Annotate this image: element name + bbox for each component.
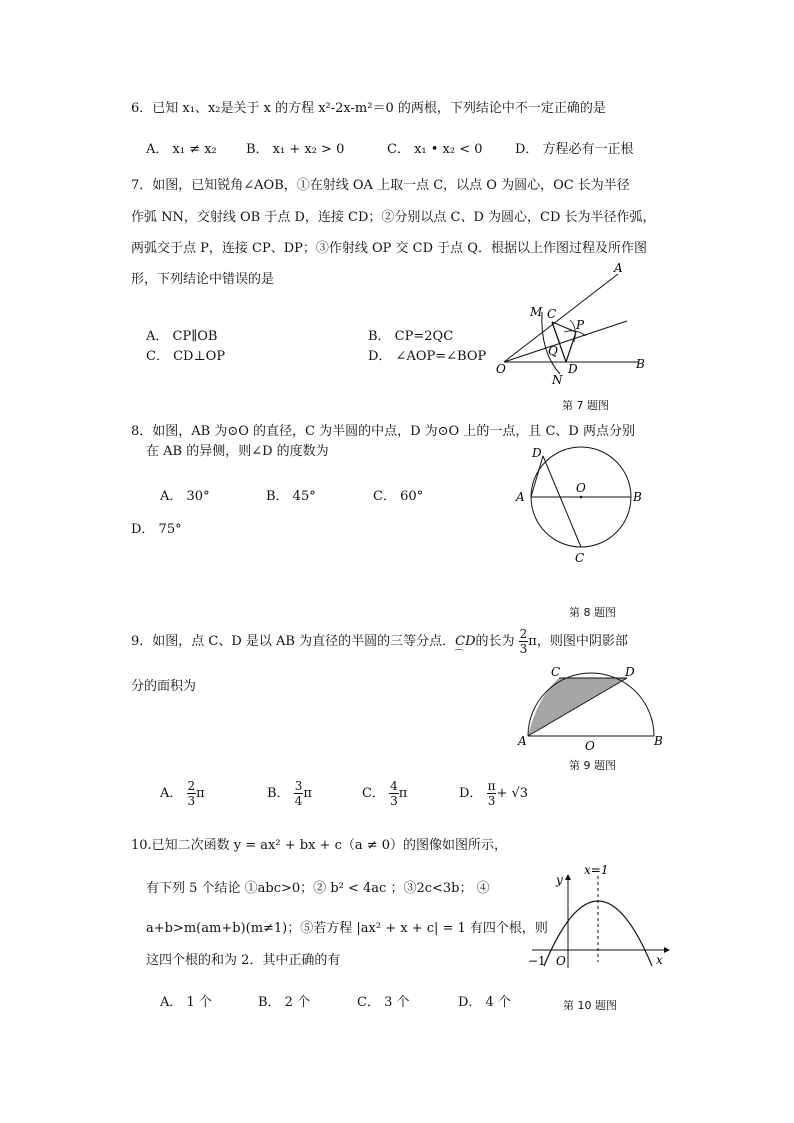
q9-option-a-tail: π [196, 786, 205, 801]
q9-option-b-fraction [294, 779, 304, 808]
q10-line-2: 有下列 5 个结论 ①abc>0；② b² < 4ac ；③2c<3b； ④ [146, 881, 490, 896]
label-m: M [530, 305, 543, 319]
q9-option-a-den: 3 [187, 794, 196, 808]
q6-option-d: D． 方程必有一正根 [515, 142, 634, 157]
label-y: y [556, 873, 563, 887]
q9-option-b-tail: π [303, 786, 312, 801]
q9-option-d-den: 3 [487, 794, 496, 808]
q9-option-c-fraction [389, 779, 399, 808]
label-q: Q [548, 344, 558, 358]
label-o: O [576, 481, 586, 495]
chord-dc [543, 456, 581, 547]
q9-stem-pi: π [528, 634, 537, 649]
center-dot [580, 496, 583, 499]
q9-stem-num: 2 [519, 627, 528, 641]
label-d: D [625, 665, 635, 679]
label-o: O [585, 739, 595, 753]
label-n: N [552, 373, 563, 387]
label-c: C [575, 551, 585, 565]
q9-option-c [362, 776, 407, 812]
chord-ad [531, 456, 543, 497]
q6-option-a: A． x₁ ≠ x₂ [146, 142, 217, 157]
q9-option-d-fraction [487, 779, 497, 808]
q9-option-b [267, 776, 312, 812]
q9-option-b-label: B． [267, 786, 290, 801]
label-c: C [547, 307, 557, 321]
q9-option-a-num: 2 [187, 779, 196, 793]
q9-caption: 第 9 题图 [569, 759, 616, 772]
q9-arc-cd [454, 634, 476, 661]
segment-dp [566, 332, 576, 362]
q10-line-1: 10.已知二次函数 y = ax² + bx + c（a ≠ 0）的图像如图所示， [131, 838, 508, 853]
label-x-eq-1: x=1 [584, 863, 609, 877]
label-p: P [576, 318, 585, 332]
q10-option-a: A． 1 个 [160, 995, 212, 1010]
x-axis-arrow [664, 947, 670, 953]
q9-option-d-label: D． [459, 786, 483, 801]
label-a: A [518, 734, 527, 748]
q8-option-d: D． 75° [131, 522, 182, 537]
q9-figure [515, 662, 675, 757]
label-o: O [496, 362, 506, 376]
q9-stem-c: ，则图中阴影部 [536, 634, 628, 649]
q10-option-b: B． 2 个 [258, 995, 311, 1010]
q9-stem-b: 的长为 [475, 634, 515, 649]
q6-stem: 6．已知 x₁、x₂是关于 x 的方程 x²-2x-m²＝0 的两根，下列结论中不一定正确的是 [131, 101, 606, 116]
label-d: D [568, 362, 578, 376]
q7-option-a: A． CP∥OB [146, 329, 218, 344]
label-b: B [633, 490, 642, 504]
q8-line-2: 在 AB 的异侧，则∠D 的度数为 [146, 444, 329, 459]
q9-option-d-num: π [487, 779, 496, 793]
q9-option-c-label: C． [362, 786, 385, 801]
q10-line-4: 这四个根的和为 2．其中正确的有 [146, 953, 341, 968]
q8-option-c: C． 60° [373, 489, 424, 504]
q9-line-2: 分的面积为 [131, 679, 197, 694]
q6-option-b: B． x₁ + x₂ > 0 [246, 142, 345, 157]
label-b: B [636, 357, 645, 371]
q7-line-1: 7．如图，已知锐角∠AOB，①在射线 OA 上取一点 C，以点 O 为圆心，OC 长为半径 [131, 178, 630, 193]
q9-stem [131, 624, 628, 660]
q10-caption: 第 10 题图 [563, 999, 617, 1012]
q7-option-d: D． ∠AOP=∠BOP [368, 349, 487, 364]
q6-option-c: C． x₁ • x₂ < 0 [387, 142, 483, 157]
label-a: A [516, 490, 525, 504]
label-d: D [532, 446, 542, 460]
q9-option-c-den: 3 [390, 794, 398, 808]
q9-option-a-fraction [187, 779, 197, 808]
q7-option-b: B． CP=2QC [368, 329, 454, 344]
q9-option-c-tail: π [398, 786, 408, 801]
q8-option-b: B． 45° [266, 489, 316, 504]
q9-option-b-den: 4 [294, 794, 303, 808]
q7-line-2: 作弧 NN，交射线 OB 于点 D，连接 CD；②分别以点 C、D 为圆心，CD 长为半径作弧， [131, 210, 656, 225]
q7-caption: 第 7 题图 [562, 399, 609, 412]
q9-option-d-tail: + √3 [496, 786, 529, 801]
q10-line-3: a+b>m(am+b)(m≠1)；⑤若方程 |ax² + x + c| = 1 有四个根，则 [146, 921, 548, 936]
y-axis-arrow [565, 874, 571, 880]
q9-option-a [160, 776, 205, 812]
label-b: B [654, 734, 663, 748]
q9-stem-fraction [519, 627, 529, 656]
q8-option-a: A． 30° [160, 489, 210, 504]
label-x: x [656, 953, 663, 967]
q10-option-c: C． 3 个 [357, 995, 410, 1010]
q8-figure [510, 440, 650, 570]
label-c: C [551, 665, 561, 679]
q7-option-c: C． CD⊥OP [146, 349, 226, 364]
q9-option-a-label: A． [160, 786, 183, 801]
q10-figure [522, 862, 672, 972]
label-o: O [556, 954, 566, 968]
q9-stem-den: 3 [519, 642, 528, 656]
q9-option-b-num: 3 [294, 779, 303, 793]
q9-arc-symbol: ⌒ [454, 650, 465, 661]
label-a: A [614, 261, 623, 275]
q9-arc-label: CD [455, 634, 476, 649]
q9-stem-a: 9．如图，点 C、D 是以 AB 为直径的半圆的三等分点． [131, 634, 456, 649]
q7-figure [490, 262, 660, 387]
q8-caption: 第 8 题图 [569, 606, 616, 619]
q10-option-d: D． 4 个 [458, 995, 511, 1010]
q9-option-d [459, 776, 528, 812]
q7-line-3: 两弧交于点 P，连接 CP、DP；③作射线 OP 交 CD 于点 Q．根据以上作图过程及所作图 [131, 241, 647, 256]
label-minus-1: −1 [528, 954, 546, 968]
q9-option-c-num: 4 [390, 779, 398, 793]
q8-line-1: 8．如图，AB 为⊙O 的直径，C 为半圆的中点，D 为⊙O 上的一点，且 C、D 两点分别 [131, 424, 635, 439]
q7-line-4: 形，下列结论中错误的是 [131, 272, 275, 287]
